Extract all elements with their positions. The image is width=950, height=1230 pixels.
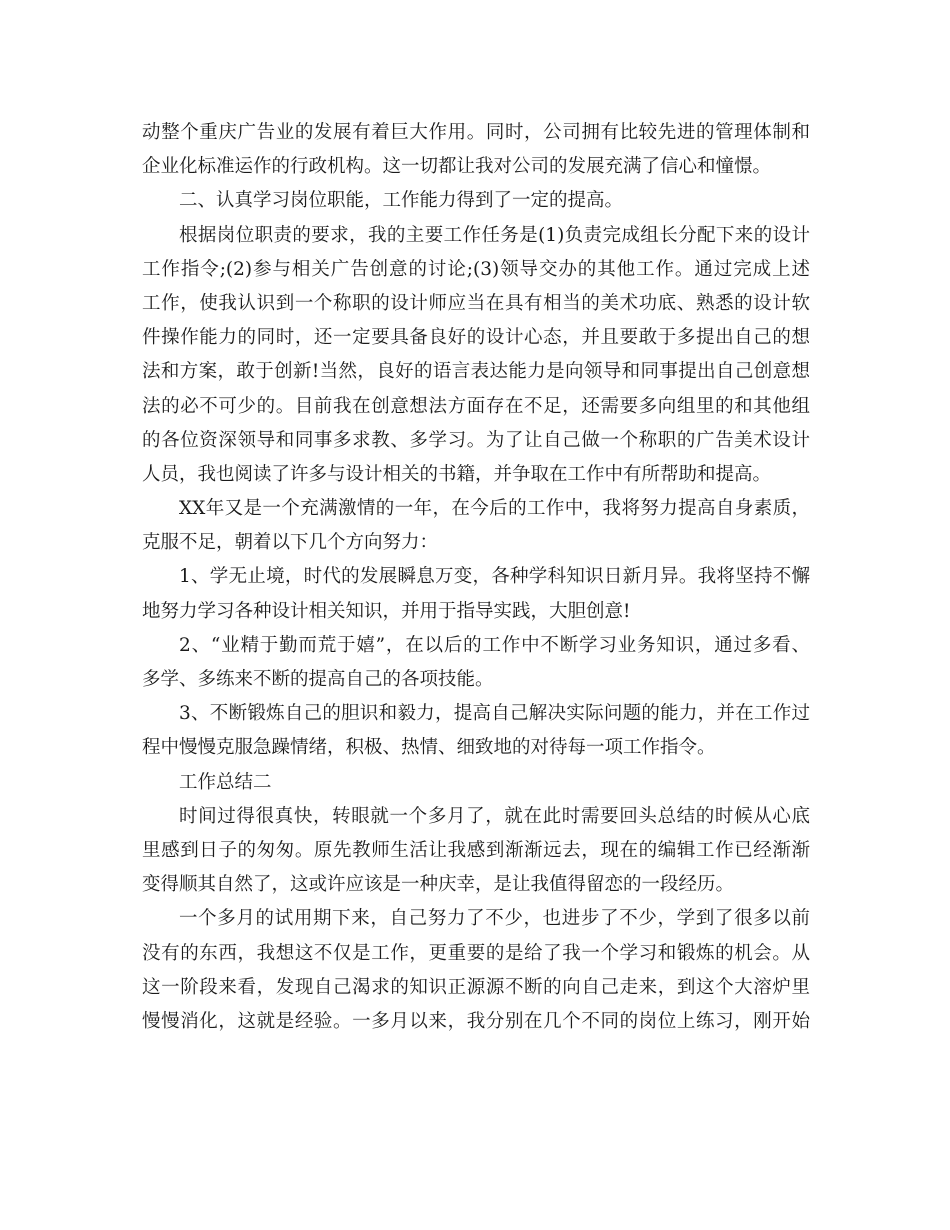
text-line: 的各位资深领导和同事多求教、多学习。为了让自己做一个称职的广告美术设计 bbox=[142, 429, 810, 451]
text-line: 变得顺其自然了，这或许应该是一种庆幸，是让我值得留恋的一段经历。 bbox=[142, 874, 735, 896]
text-line: 动整个重庆广告业的发展有着巨大作用。同时，公司拥有比较先进的管理体制和 bbox=[142, 122, 810, 143]
text-line: 件操作能力的同时，还一定要具备良好的设计心态，并且要敢于多提出自己的想 bbox=[142, 327, 810, 349]
text-line: 里感到日子的匆匆。原先教师生活让我感到渐渐远去，现在的编辑工作已经渐渐 bbox=[142, 839, 810, 861]
list-item: 3、不断锻炼自己的胆识和毅力，提高自己解决实际问题的能力，并在工作过 bbox=[179, 703, 810, 725]
text-line: XX年又是一个充满激情的一年，在今后的工作中，我将努力提高自身素质， bbox=[179, 498, 810, 520]
text-line: 工作，使我认识到一个称职的设计师应当在具有相当的美术功底、熟悉的设计软 bbox=[142, 292, 810, 314]
text-line: 法的必不可少的。目前我在创意想法方面存在不足，还需要多向组里的和其他组 bbox=[142, 395, 810, 417]
text-line: 克服不足，朝着以下几个方向努力： bbox=[142, 532, 439, 554]
text-line: 地努力学习各种设计相关知识，并用于指导实践，大胆创意! bbox=[142, 600, 631, 622]
section-heading: 二、认真学习岗位职能，工作能力得到了一定的提高。 bbox=[179, 190, 624, 212]
text-line: 多学、多练来不断的提高自己的各项技能。 bbox=[142, 669, 494, 690]
list-item: 1、学无止境，时代的发展瞬息万变，各种学科知识日新月异。我将坚持不懈 bbox=[179, 566, 810, 588]
list-item: 2、“业精于勤而荒于嬉”，在以后的工作中不断学习业务知识，通过多看、 bbox=[179, 634, 810, 656]
text-line: 一个多月的试用期下来，自己努力了不少，也进步了不少，学到了很多以前 bbox=[179, 908, 810, 930]
text-line: 人员，我也阅读了许多与设计相关的书籍，并争取在工作中有所帮助和提高。 bbox=[142, 463, 772, 485]
text-line: 企业化标准运作的行政机构。这一切都让我对公司的发展充满了信心和憧憬。 bbox=[142, 156, 772, 178]
text-line: 这一阶段来看，发现自己渴求的知识正源源不断的向自己走来，到这个大溶炉里 bbox=[142, 976, 810, 998]
text-line: 根据岗位职责的要求，我的主要工作任务是(1)负责完成组长分配下来的设计 bbox=[179, 224, 810, 246]
text-line: 法和方案，敢于创新!当然，良好的语言表达能力是向领导和同事提出自己创意想 bbox=[142, 361, 810, 383]
text-line: 工作指令;(2)参与相关广告创意的讨论;(3)领导交办的其他工作。通过完成上述 bbox=[142, 258, 810, 280]
section-heading: 工作总结二 bbox=[179, 771, 272, 793]
text-line: 没有的东西，我想这不仅是工作，更重要的是给了我一个学习和锻炼的机会。从 bbox=[142, 942, 810, 964]
text-line: 时间过得很真快，转眼就一个多月了，就在此时需要回头总结的时候从心底 bbox=[179, 805, 810, 827]
document-body bbox=[142, 116, 810, 1039]
text-line: 慢慢消化，这就是经验。一多月以来，我分别在几个不同的岗位上练习，刚开始 bbox=[142, 1010, 810, 1032]
text-line: 程中慢慢克服急躁情绪，积极、热情、细致地的对待每一项工作指令。 bbox=[142, 737, 716, 759]
